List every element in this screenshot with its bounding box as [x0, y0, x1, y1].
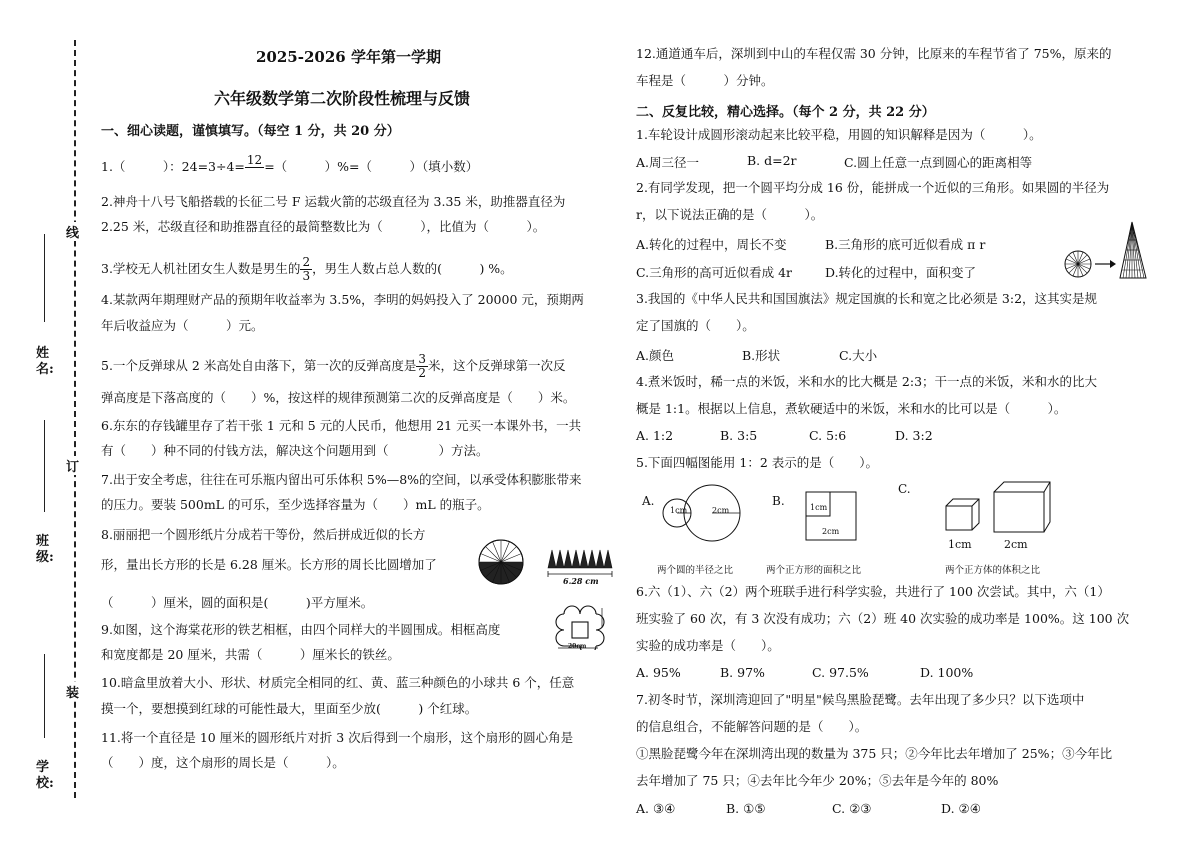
question-11-line2: （ ）度，这个扇形的周长是（ ）。 [101, 755, 345, 770]
choice-6-line3: 实验的成功率是（ ）。 [636, 638, 780, 653]
choice-7-line2: 的信息组合，不能解答问题的是（ ）。 [636, 719, 868, 734]
c5-b-small-label: 1cm [810, 503, 828, 512]
choice-2-line1: 2.有同学发现，把一个圆平均分成 16 份，能拼成一个近似的三角形。如果圆的半径为 [636, 180, 1110, 195]
choice-6-option-d[interactable]: D. 100% [920, 665, 974, 680]
choice-2-line2: r，以下说法正确的是（ ）。 [636, 207, 824, 222]
question-11-line1: 11.将一个直径是 10 厘米的圆形纸片对折 3 次后得到一个扇形，这个扇形的圆心角是 [101, 730, 574, 745]
c2-triangle [1120, 222, 1146, 278]
question-10-line2: 摸一个，要想摸到红球的可能性最大，里面至少放( ) 个红球。 [101, 701, 478, 716]
arrow-right-icon [1095, 260, 1116, 268]
section1-heading: 一、细心读题，谨慎填写。（每空 1 分，共 20 分） [101, 124, 400, 139]
question-4-line1: 4.某款两年期理财产品的预期年收益率为 3.5%，李明的妈妈投入了 20000 元，预期两 [101, 292, 584, 307]
question-6-line2: 有（ ）种不同的付钱方法，解决这个问题用到（ ）方法。 [101, 443, 489, 458]
c5-figure-c-cubes [942, 478, 1052, 534]
choice-6-line1: 6.六（1）、六（2）两个班联手进行科学实验，共进行了 100 次尝试。其中，六（1） [636, 584, 1110, 599]
choice-7-line1: 7.初冬时节，深圳湾迎回了"明星"候鸟黑脸琵鹭。去年出现了多少只？以下选项中 [636, 692, 1085, 707]
question-10-line1: 10.暗盒里放着大小、形状、材质完全相同的红、黄、蓝三种颜色的小球共 6 个，任意 [101, 675, 575, 690]
question-2-line2: 2.25 米，芯级直径和助推器直径的最简整数比为（ ），比值为（ ）。 [101, 219, 546, 234]
name-field[interactable] [44, 234, 45, 322]
q9-width-label: 20cm [568, 643, 587, 650]
c5-c-small-label: 1cm [948, 538, 972, 551]
choice-2-option-b[interactable]: B.三角形的底可近似看成 π r [825, 237, 986, 252]
c5-a-big-label: 2cm [712, 506, 730, 515]
question-1: 1.（ ）：24=3÷4= 12 =（ ）%=（ ）（填小数） [101, 154, 478, 181]
question-8-line2: 形，量出长方形的长是 6.28 厘米。长方形的周长比圆增加了 [101, 557, 437, 572]
c5-c-caption: 两个正方体的体积之比 [945, 565, 1041, 576]
choice-4-line2: 概是 1:1。根据以上信息，煮软硬适中的米饭，米和水的比可以是（ ）。 [636, 401, 1067, 416]
choice-7-line3: ①黑脸琵鹭今年在深圳湾出现的数量为 375 只；②今年比去年增加了 25%；③今年比 [636, 746, 1113, 761]
choice-2-option-d[interactable]: D.转化的过程中，面积变了 [825, 265, 977, 280]
c5-a-small-label: 1cm [670, 506, 688, 515]
choice-4-option-b[interactable]: B. 3:5 [720, 428, 758, 443]
choice-4-option-c[interactable]: C. 5:6 [809, 428, 847, 443]
question-12-line1: 12.通道通车后，深圳到中山的车程仅需 30 分钟，比原来的车程节省了 75%，原来的 [636, 46, 1112, 61]
class-field[interactable] [44, 420, 45, 512]
c2-circle [1065, 251, 1091, 277]
question-12-line2: 车程是（ ）分钟。 [636, 73, 774, 88]
margin-bind-char: 装 [66, 682, 79, 701]
class-label: 班级: [36, 534, 54, 565]
q1-fraction: 12 [246, 153, 263, 167]
c2-figure [1062, 220, 1154, 282]
choice-7-line4: 去年增加了 75 只；④去年比今年少 20%；⑤去年是今年的 80% [636, 773, 999, 788]
q3-fraction: $\frac{2}{3}$ [302, 255, 311, 283]
c5-option-c-label[interactable]: C. [898, 482, 911, 496]
c5-option-a-label[interactable]: A. [642, 494, 655, 508]
choice-4-option-a[interactable]: A. 1:2 [636, 428, 674, 443]
margin-staple-char: 订 [66, 456, 79, 475]
school-field[interactable] [44, 654, 45, 738]
question-3: 3.学校无人机社团女生人数是男生的 $\frac{2}{3}$ ，男生人数占总人数的( ) %。 [101, 255, 513, 283]
question-5-line2: 弹高度是下落高度的（ ）%，按这样的规律预测第二次的反弹高度是（ ）米。 [101, 390, 576, 405]
choice-1-option-b[interactable]: B. d=2r [747, 153, 797, 168]
choice-7-option-a[interactable]: A. ③④ [636, 801, 676, 816]
choice-4-line1: 4.煮米饭时，稀一点的米饭，米和水的比大概是 2:3；干一点的米饭，米和水的比大 [636, 374, 1098, 389]
question-7-line2: 的压力。要装 500mL 的可乐，至少选择容量为（ ）mL 的瓶子。 [101, 497, 490, 512]
choice-1: 1.车轮设计成圆形滚动起来比较平稳，用圆的知识解释是因为（ ）。 [636, 127, 1042, 142]
exam-title: 六年级数学第二次阶段性梳理与反馈 [214, 89, 471, 108]
question-2-line1: 2.神舟十八号飞船搭载的长征二号 F 运载火箭的芯级直径为 3.35 米，助推器直径为 [101, 194, 566, 209]
question-5-line1: 5.一个反弹球从 2 米高处自由落下，第一次的反弹高度是 $\frac{3}{2}$ 米，这个反弹球第一次反 [101, 352, 566, 380]
question-8-line1: 8.丽丽把一个圆形纸片分成若干等份，然后拼成近似的长方 [101, 527, 426, 542]
question-4-line2: 年后收益应为（ ）元。 [101, 318, 264, 333]
question-7-line1: 7.出于安全考虑，往往在可乐瓶内留出可乐体积 5%—8%的空间，以承受体积膨胀带来 [101, 472, 582, 487]
school-label: 学校: [36, 760, 54, 791]
choice-7-option-c[interactable]: C. ②③ [832, 801, 872, 816]
choice-3-line1: 3.我国的《中华人民共和国国旗法》规定国旗的长和宽之比必须是 3:2，这其实是规 [636, 291, 1098, 306]
choice-4-option-d[interactable]: D. 3:2 [895, 428, 933, 443]
choice-5: 5.下面四幅图能用 1：2 表示的是（ ）。 [636, 455, 879, 470]
name-label: 姓名: [36, 346, 54, 377]
choice-3-option-b[interactable]: B.形状 [742, 348, 781, 363]
choice-6-option-a[interactable]: A. 95% [636, 665, 681, 680]
choice-6-option-c[interactable]: C. 97.5% [812, 665, 869, 680]
exam-year: 2025-2026 学年第一学期 [256, 48, 441, 66]
c5-b-caption: 两个正方形的面积之比 [766, 565, 862, 576]
section2-heading: 二、反复比较，精心选择。（每个 2 分，共 22 分） [636, 105, 935, 120]
choice-3-option-c[interactable]: C.大小 [839, 348, 878, 363]
choice-2-option-c[interactable]: C.三角形的高可近似看成 4r [636, 265, 792, 280]
choice-3-option-a[interactable]: A.颜色 [636, 348, 675, 363]
q8-length-label: 6.28 cm [563, 576, 599, 586]
choice-1-option-a[interactable]: A.周三径一 [636, 155, 700, 170]
choice-1-option-c[interactable]: C.圆上任意一点到圆心的距离相等 [844, 155, 1033, 170]
q8-rect-approx [548, 550, 612, 577]
question-6-line1: 6.东东的存钱罐里存了若干张 1 元和 5 元的人民币，他想用 21 元买一本课外书，一共 [101, 418, 582, 433]
question-8-line3: （ ）厘米，圆的面积是( )平方厘米。 [101, 595, 374, 610]
choice-3-line2: 定了国旗的（ ）。 [636, 318, 755, 333]
choice-6-option-b[interactable]: B. 97% [720, 665, 765, 680]
choice-7-option-b[interactable]: B. ①⑤ [726, 801, 766, 816]
q5-fraction: $\frac{3}{2}$ [418, 352, 426, 380]
question-9-line2: 和宽度都是 20 厘米，共需（ ）厘米长的铁丝。 [101, 647, 400, 662]
c5-c-big-label: 2cm [1004, 538, 1028, 551]
choice-6-line2: 班实验了 60 次，有 3 次没有成功；六（2）班 40 次实验的成功率是 100%。这 100 次 [636, 611, 1130, 626]
c5-option-b-label[interactable]: B. [772, 494, 785, 508]
c5-a-caption: 两个圆的半径之比 [657, 565, 734, 576]
q8-sector-circle [479, 540, 523, 584]
margin-line-char: 线 [66, 222, 79, 241]
c5-b-big-label: 2cm [822, 527, 840, 536]
choice-7-option-d[interactable]: D. ②④ [941, 801, 981, 816]
choice-2-option-a[interactable]: A.转化的过程中，周长不变 [636, 237, 787, 252]
question-9-line1: 9.如图，这个海棠花形的铁艺相框，由四个同样大的半圆围成。相框高度 [101, 622, 501, 637]
